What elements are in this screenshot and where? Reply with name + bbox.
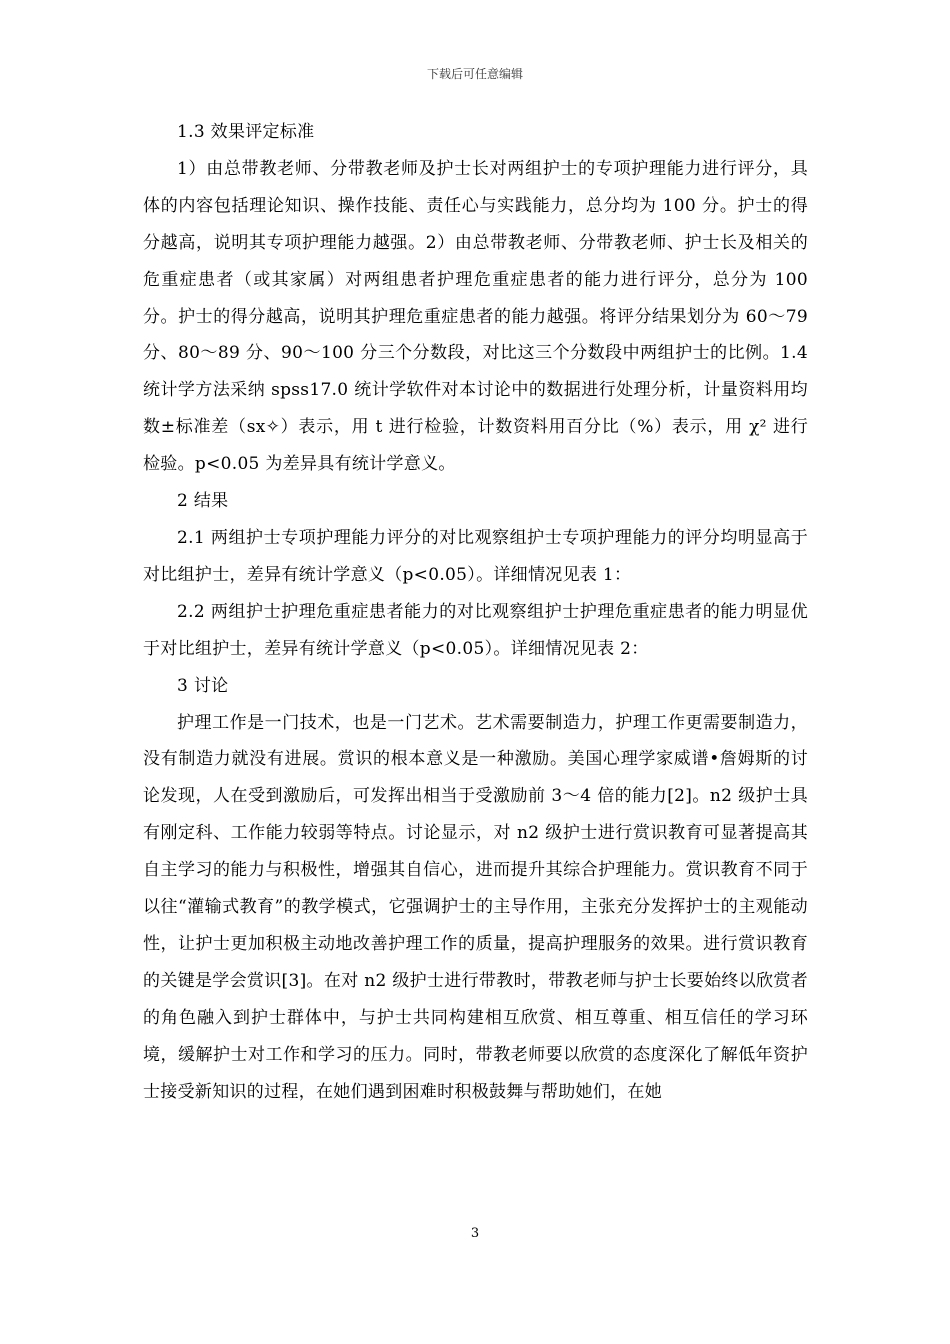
section-title-3: 3 讨论 [177,675,229,696]
page-number: 3 [470,1226,480,1241]
section-title-1-3: 1.3 效果评定标准 [177,122,315,142]
paragraph-result-2-2: 2.2 两组护士护理危重症患者能力的对比观察组护士护理危重症患者的能力明显优于对比组护士，差异有统计学意义（p<0.05）。详细情况见表 2： [143,601,808,659]
document-body [143,114,808,1110]
paragraph-result-2-1: 2.1 两组护士专项护理能力评分的对比观察组护士专项护理能力的评分均明显高于对比组护士，差异有统计学意义（p<0.05）。详细情况见表 1： [143,527,808,585]
paragraph-evaluation-criteria: 1）由总带教老师、分带教老师及护士长对两组护士的专项护理能力进行评分，具体的内容包括理论知识、操作技能、责任心与实践能力，总分均为 100 分。护士的得分越高，说明其专项护理能力越强。2）由总带教老师、分带教老师、护士长及相关的危重症患者（或其家属）对两组患者护理危重症患者的能力进行评分，总分为 100 分。护士的得分越高，说明其护理危重症患者的能力越强。将评分结果划分为 60～79 分、80～89 分、90～100 分三个分数段，对比这三个分数段中两组护士的比例。1.4 统计学方法采纳 spss17.0 统计学软件对本讨论中的数据进行处理分析，计量资料用均数±标准差（sx✧）表示，用 t 进行检验，计数资料用百分比（%）表示，用 χ² 进行检验。p<0.05 为差异具有统计学意义。 [143,158,808,475]
section-title-2: 2 结果 [177,491,229,512]
paragraph-discussion: 护理工作是一门技术，也是一门艺术。艺术需要制造力，护理工作更需要制造力，没有制造力就没有进展。赏识的根本意义是一种激励。美国心理学家威谱•詹姆斯的讨论发现，人在受到激励后，可发挥出相当于受激励前 3～4 倍的能力[2]。n2 级护士具有刚定科、工作能力较弱等特点。讨论显示，对 n2 级护士进行赏识教育可显著提高其自主学习的能力与积极性，增强其自信心，进而提升其综合护理能力。赏识教育不同于以往“灌输式教育”的教学模式，它强调护士的主导作用，主张充分发挥护士的主观能动性，让护士更加积极主动地改善护理工作的质量，提高护理服务的效果。进行赏识教育的关键是学会赏识[3]。在对 n2 级护士进行带教时，带教老师与护士长要始终以欣赏者的角色融入到护士群体中，与护士共同构建相互欣赏、相互尊重、相互信任的学习环境，缓解护士对工作和学习的压力。同时，带教老师要以欣赏的态度深化了解低年资护士接受新知识的过程，在她们遇到困难时积极鼓舞与帮助她们，在她 [143,712,808,1102]
page-header: 下载后可任意编辑 [426,67,523,81]
